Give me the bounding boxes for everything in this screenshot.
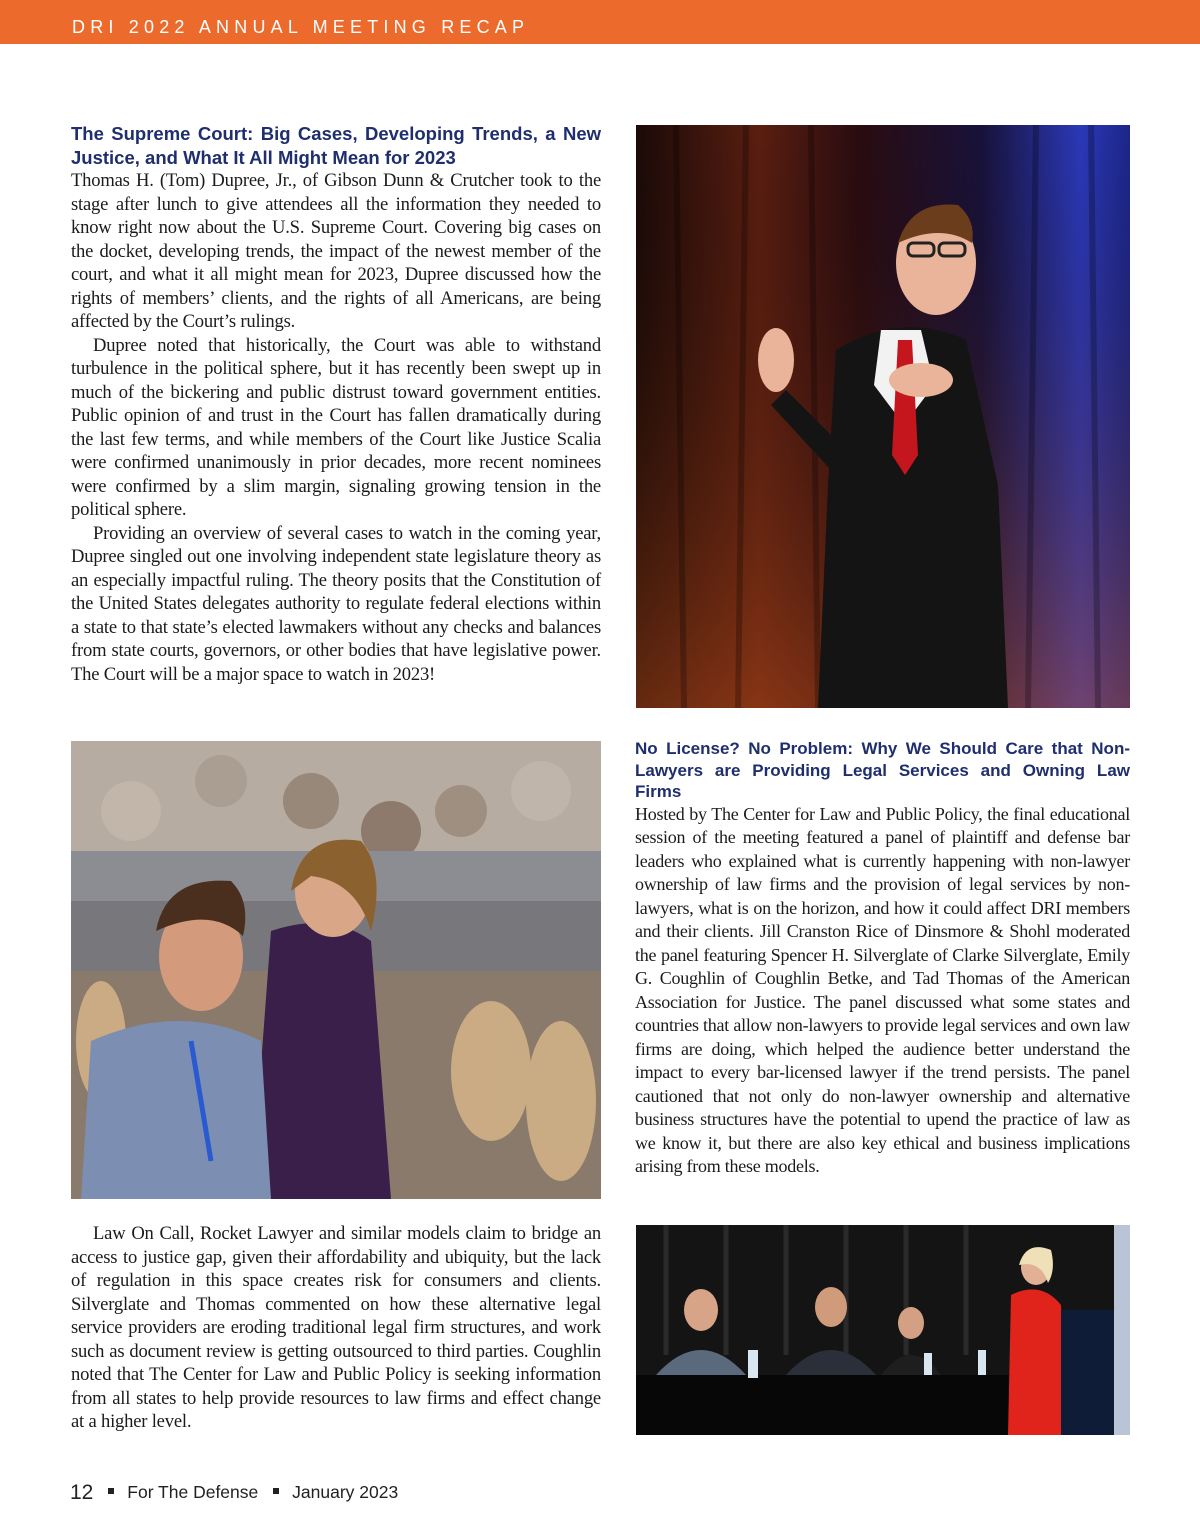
panel-photo [636, 1225, 1130, 1435]
article-paragraph: Dupree noted that historically, the Court was able to withstand turbulence in the political sphere, but it has recently been swept up in much of the bickering and public distrust toward government entities. Public opinion of and trust in the Court has fallen dramatically during the last few terms, and while members of the Court like Justice Scalia were confirmed unanimously in prior decades, more recent nominees were confirmed by a slim margin, signaling growing tension in the political sphere. [71, 334, 601, 520]
article-non-lawyers [635, 738, 1130, 1179]
page-number: 12 [70, 1481, 94, 1504]
issue-date: January 2023 [292, 1482, 399, 1502]
running-header-bar [0, 0, 1200, 44]
publication-name: For The Defense [127, 1482, 259, 1502]
article-heading: The Supreme Court: Big Cases, Developing Trends, a New Justice, and What It All Might Mean for 2023 [71, 123, 601, 168]
running-header-title: DRI 2022 ANNUAL MEETING RECAP [72, 17, 530, 37]
article-paragraph: Thomas H. (Tom) Dupree, Jr., of Gibson Dunn & Crutcher took to the stage after lunch to give attendees all the information they needed to know right now about the U.S. Supreme Court. Covering big cases on the docket, developing trends, the impact of the newest member of the court, and what it all might mean for 2023, Dupree discussed how the rights of members’ clients, and the rights of all Americans, are being affected by the Court’s rulings. [71, 170, 601, 332]
audience-photo [71, 741, 601, 1199]
article-non-lawyers-continued [71, 1222, 601, 1434]
page-footer [70, 1481, 398, 1505]
article-heading: No License? No Problem: Why We Should Care that Non-Lawyers are Providing Legal Services and Owning Law Firms [635, 739, 1130, 801]
article-paragraph: Law On Call, Rocket Lawyer and similar models claim to bridge an access to justice gap, given their affordability and ubiquity, but the lack of regulation in this space creates risk for consumers and clients. Silverglate and Thomas commented on how these alternative legal service providers are eroding traditional legal firm structures, and work such as document review is getting outsourced to third parties. Coughlin noted that The Center for Law and Public Policy is seeking information from all states to help provide resources to law firms and effect change at a higher level. [71, 1223, 601, 1432]
article-paragraph: Providing an overview of several cases to watch in the coming year, Dupree singled out one involving independent state legislature theory as an especially impactful ruling. The theory posits that the Constitution of the United States delegates authority to regulate federal elections within a state to that state’s elected lawmakers without any checks and balances from state courts, governors, or other bodies that have legislative power. The Court will be a major space to watch in 2023! [71, 522, 601, 685]
footer-separator-icon [273, 1488, 279, 1494]
article-supreme-court [71, 122, 601, 686]
article-paragraph: Hosted by The Center for Law and Public Policy, the final educational session of the meeting featured a panel of plaintiff and defense bar leaders who explained what is currently happening with non-lawyer ownership of law firms and the provision of legal services by non-lawyers, what is on the horizon, and how it could affect DRI members and their clients. Jill Cranston Rice of Dinsmore & Shohl moderated the panel featuring Spencer H. Silverglate of Clarke Silverglate, Emily G. Coughlin of Coughlin Betke, and Tad Thomas of the American Association for Justice. The panel discussed what some states and countries that allow non-lawyers to provide legal services and own law firms are doing, which helped the audience better understand the impact to every bar-licensed lawyer if the trend persists. The panel cautioned that not only do non-lawyer ownership and alternative business structures have the potential to upend the practice of law as we know it, but there are also key ethical and business implications arising from these models. [635, 803, 1130, 1176]
speaker-photo [636, 125, 1130, 708]
footer-separator-icon [108, 1488, 114, 1494]
